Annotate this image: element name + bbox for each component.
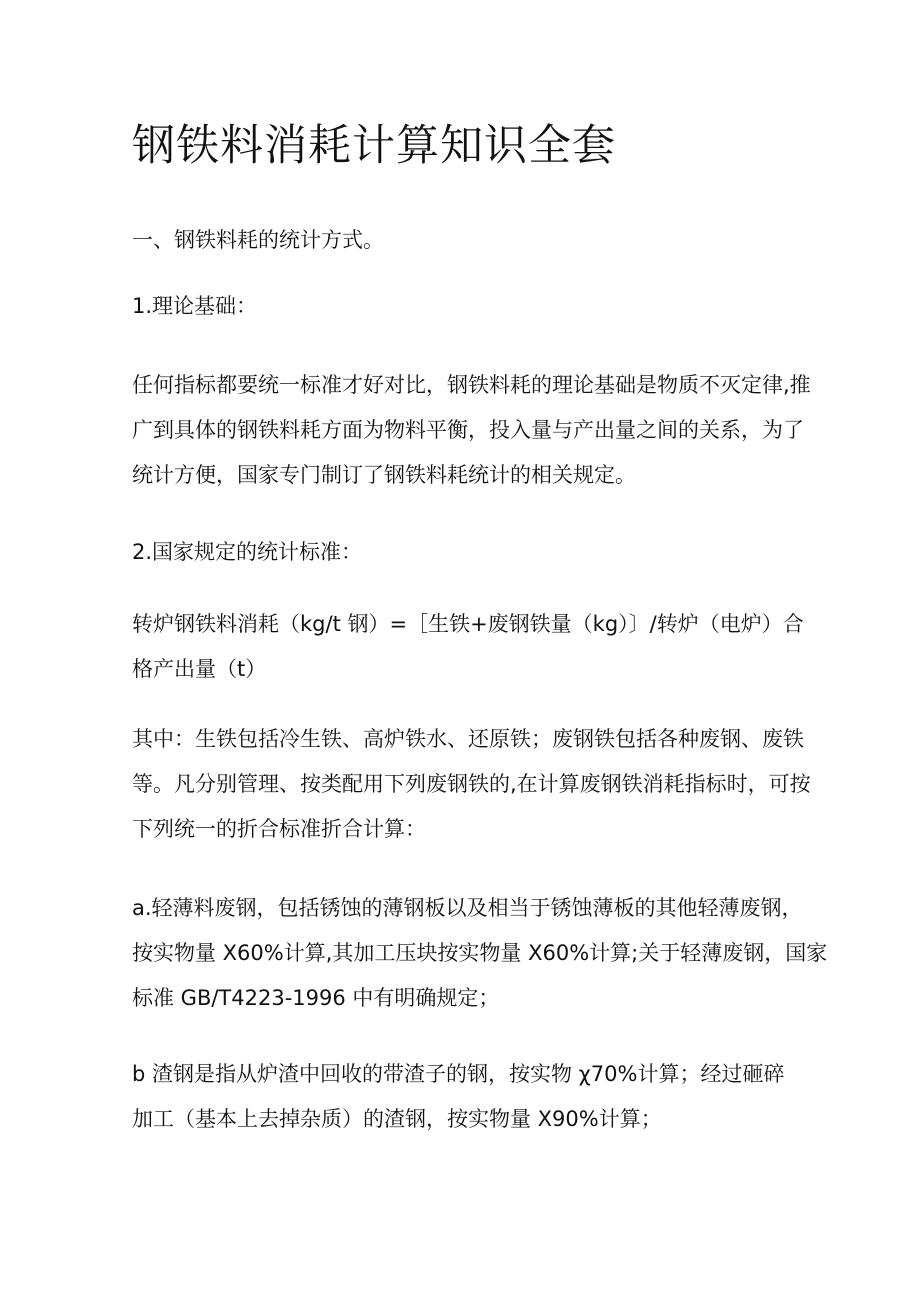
text-line: b 渣钢是指从炉渣中回收的带渣子的钢，按实物 χ70%计算；经过砸碎 [132, 1062, 785, 1086]
text-line: 统计方便，国家专门制订了钢铁料耗统计的相关规定。 [132, 463, 636, 487]
text-line: 广到具体的钢铁料耗方面为物料平衡，投入量与产出量之间的关系，为了 [132, 418, 804, 442]
section-heading-statistics-method: 一、钢铁料耗的统计方式。 [132, 228, 384, 252]
text-line: 格产出量（t） [132, 657, 267, 681]
text-line: 下列统一的折合标准折合计算： [132, 817, 426, 841]
text-line: 加工（基本上去掉杂质）的渣钢，按实物量 X90%计算； [132, 1107, 662, 1131]
paragraph-definitions [132, 717, 811, 852]
text-line: 其中：生铁包括冷生铁、高炉铁水、还原铁；废钢铁包括各种废钢、废铁 [132, 727, 804, 751]
text-line: 按实物量 X60%计算,其加工压块按实物量 X60%计算;关于轻薄废钢，国家 [132, 941, 828, 965]
paragraph-item-a [132, 886, 828, 1021]
text-line: a.轻薄料废钢，包括锈蚀的薄钢板以及相当于锈蚀薄板的其他轻薄废钢， [132, 896, 803, 920]
text-line: 转炉钢铁料消耗（kg/t 钢）=［生铁+废钢铁量（kg）〕/转炉（电炉）合 [132, 612, 804, 636]
text-line: 等。凡分别管理、按类配用下列废钢铁的,在计算废钢铁消耗指标时，可按 [132, 772, 811, 796]
paragraph-item-b [132, 1052, 797, 1142]
subheading-theoretical-basis: 1.理论基础： [132, 294, 258, 318]
subheading-national-standard: 2.国家规定的统计标准： [132, 540, 363, 564]
paragraph-formula [132, 602, 804, 692]
document-title: 钢铁料消耗计算知识全套 [132, 121, 616, 171]
text-line: 任何指标都要统一标准才好对比，钢铁料耗的理论基础是物质不灭定律,推 [132, 373, 811, 397]
text-line: 标准 GB/T4223-1996 中有明确规定； [132, 986, 500, 1010]
paragraph-theory [132, 363, 811, 498]
